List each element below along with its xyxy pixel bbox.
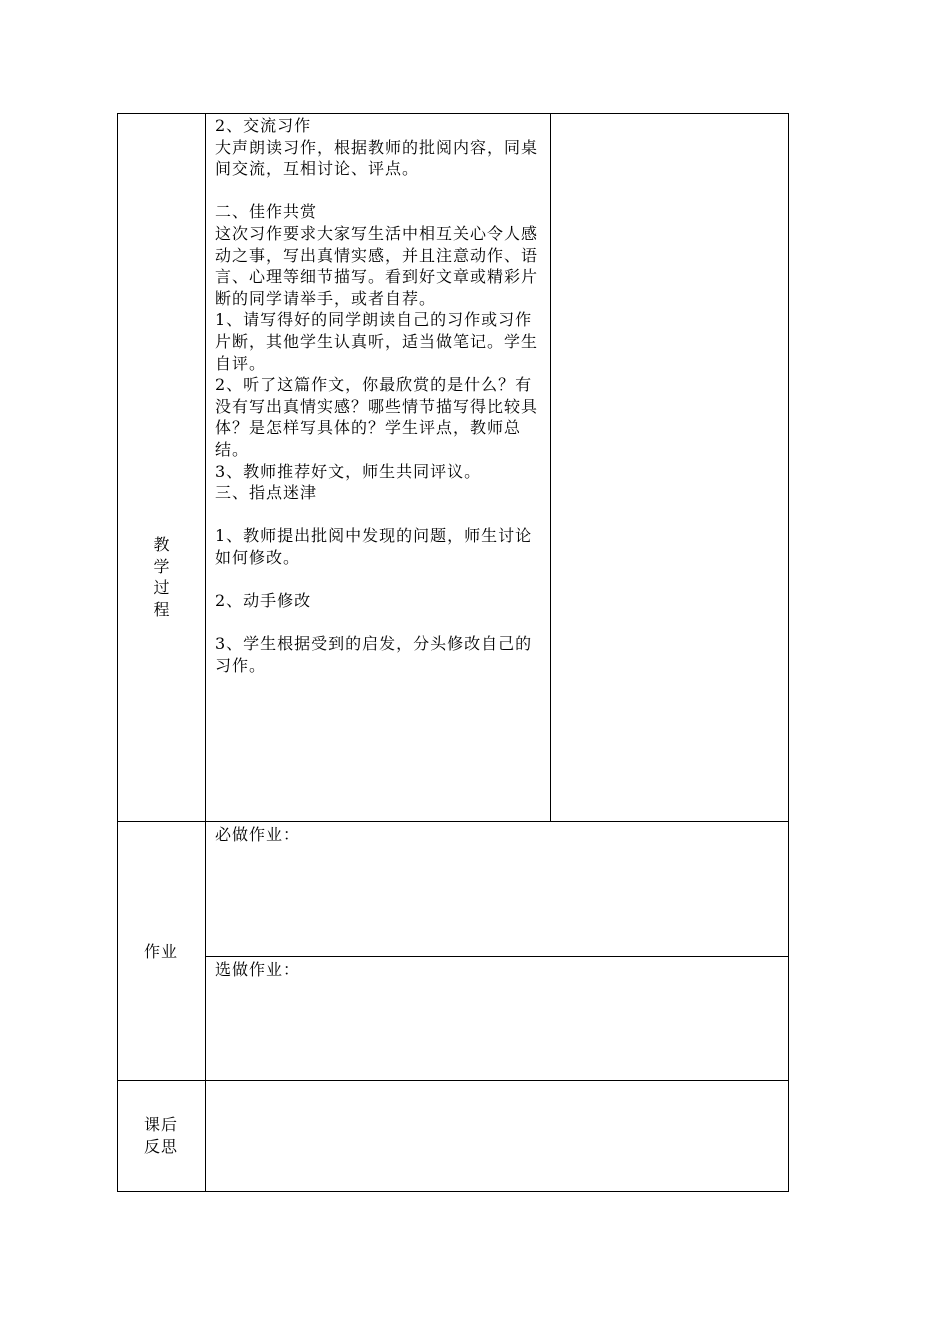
table-border-left xyxy=(117,113,118,1192)
homework-required-label: 必做作业： xyxy=(215,825,301,844)
notes-column-divider xyxy=(550,113,551,822)
process-label: 教 学 过 程 xyxy=(153,535,171,619)
row-divider-homework xyxy=(117,1080,789,1081)
homework-label: 作业 xyxy=(143,942,178,961)
reflection-label: 课后 反思 xyxy=(143,1115,178,1156)
row-divider-homework-split xyxy=(205,956,789,957)
label-column-divider xyxy=(205,113,206,1192)
process-content: 2、交流习作 大声朗读习作，根据教师的批阅内容，同桌间交流，互相讨论、评点。 二、佳作共赏 这次习作要求大家写生活中相互关心令人感动之事，写出真情实感，并且注意动作、语言、心理等细节描写。看到好文章或精彩片断的同学请举手，或者自荐。 1、请写得好的同学朗读自己的习作或习作片断，其他学生认真听，适当做笔记。学生自评。 2、听了这篇作文，你最欣赏的是什么？有没有写出真情实感？哪些情节描写得比较具体？是怎样写具体的？学生评点，教师总结。 3、教师推荐好文，师生共同评议。 三、指点迷津 1、教师提出批阅中发现的问题，师生讨论如何修改。 2、动手修改 3、学生根据受到的启发，分头修改自己的习作。 xyxy=(215,116,539,675)
row-divider-process xyxy=(117,821,789,822)
homework-optional-label: 选做作业： xyxy=(215,960,301,979)
table-border-bottom xyxy=(117,1191,789,1192)
table-border-top xyxy=(117,113,789,114)
table-border-right xyxy=(788,113,789,1192)
